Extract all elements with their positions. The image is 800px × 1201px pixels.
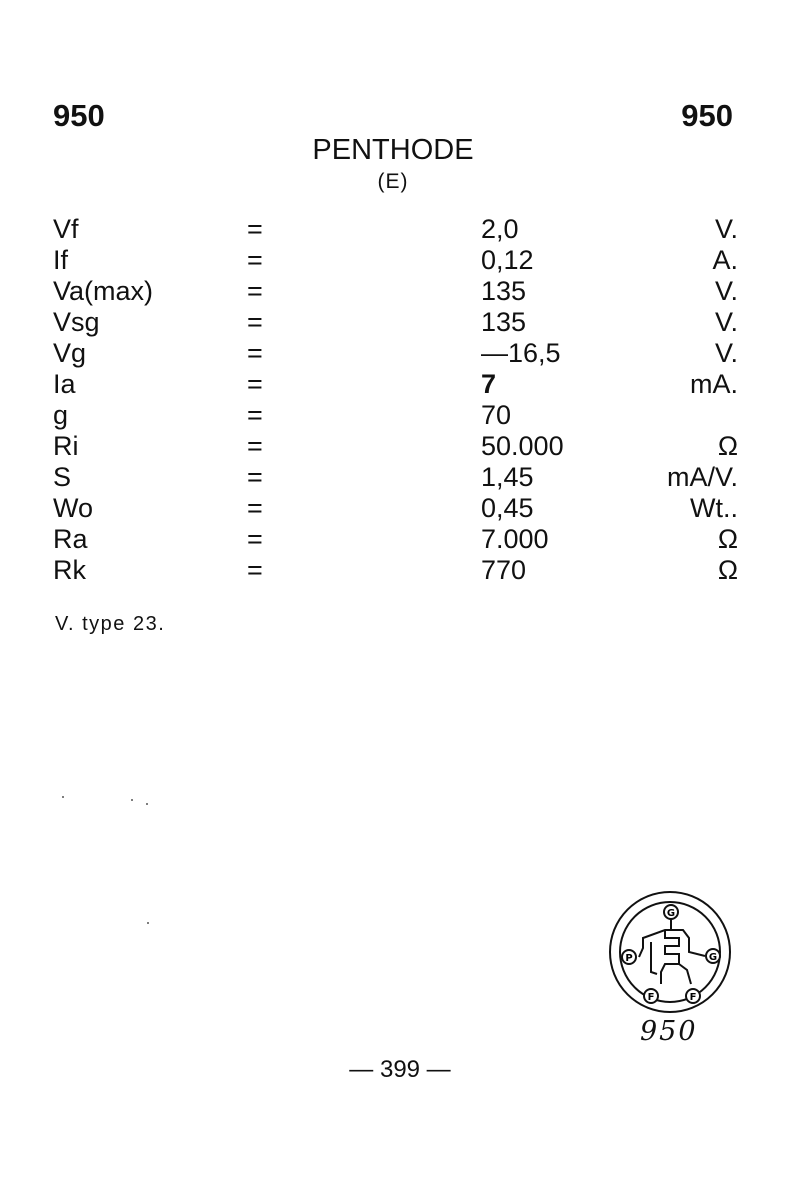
spec-param: Ia xyxy=(53,369,76,399)
spec-param: Ri xyxy=(53,431,79,461)
spec-value: 7 xyxy=(481,369,497,399)
spec-equals: = xyxy=(247,400,263,430)
spec-unit: V. xyxy=(714,338,738,368)
spec-equals: = xyxy=(247,245,263,275)
spec-value: 70 xyxy=(481,400,512,430)
spec-row xyxy=(53,276,738,307)
spec-param: Wo xyxy=(53,493,94,523)
tube-base-diagram xyxy=(605,890,740,1020)
spec-row xyxy=(53,493,738,524)
print-speck xyxy=(147,922,149,924)
spec-param: If xyxy=(53,245,69,275)
spec-equals: = xyxy=(247,307,263,337)
spec-param: S xyxy=(53,462,72,492)
pin-bottom-left-f xyxy=(644,989,658,1003)
spec-param: Vsg xyxy=(53,307,100,337)
spec-row xyxy=(53,524,738,555)
print-speck xyxy=(131,799,133,801)
spec-value: 135 xyxy=(481,307,527,337)
spec-unit: mA/V. xyxy=(666,462,738,492)
spec-row xyxy=(53,369,738,400)
spec-param: Ra xyxy=(53,524,88,554)
spec-param: Rk xyxy=(53,555,86,585)
spec-param: g xyxy=(53,400,69,430)
spec-row xyxy=(53,214,738,245)
svg-text:F: F xyxy=(647,992,655,1003)
page-number: — 399 — xyxy=(349,1056,451,1083)
pin-bottom-right-f xyxy=(686,989,700,1003)
spec-equals: = xyxy=(247,338,263,368)
spec-row xyxy=(53,307,738,338)
spec-unit: V. xyxy=(714,307,738,337)
svg-text:F: F xyxy=(689,992,697,1003)
spec-row xyxy=(53,245,738,276)
pin-top-g xyxy=(664,905,678,919)
print-speck xyxy=(146,803,148,805)
spec-equals: = xyxy=(247,524,263,554)
pin-right-g xyxy=(706,949,720,963)
spec-unit: V. xyxy=(714,214,738,244)
svg-text:P: P xyxy=(625,953,633,964)
spec-row xyxy=(53,338,738,369)
spec-param: Vf xyxy=(53,214,79,244)
spec-value: 135 xyxy=(481,276,527,306)
svg-text:G: G xyxy=(666,908,676,919)
spec-unit: V. xyxy=(714,276,738,306)
spec-value: 2,0 xyxy=(481,214,519,244)
spec-value: 7.000 xyxy=(481,524,549,554)
spec-value: 0,12 xyxy=(481,245,534,275)
spec-equals: = xyxy=(247,462,263,492)
spec-value: 0,45 xyxy=(481,493,534,523)
page-title: PENTHODE xyxy=(312,134,474,166)
spec-value: 1,45 xyxy=(481,462,534,492)
spec-equals: = xyxy=(247,276,263,306)
spec-equals: = xyxy=(247,555,263,585)
spec-value: 50.000 xyxy=(481,431,564,461)
spec-equals: = xyxy=(247,431,263,461)
spec-row xyxy=(53,555,738,586)
spec-unit: Wt.. xyxy=(690,493,738,523)
spec-unit: Ω xyxy=(717,431,738,461)
page-subtitle: (E) xyxy=(377,170,409,193)
electrode-structure-lines xyxy=(639,930,705,957)
spec-row xyxy=(53,431,738,462)
spec-equals: = xyxy=(247,214,263,244)
tube-number-right: 950 xyxy=(681,98,733,133)
spec-row xyxy=(53,462,738,493)
spec-param: Vg xyxy=(53,338,87,368)
spec-equals: = xyxy=(247,369,263,399)
svg-text:G: G xyxy=(708,952,718,963)
spec-unit: Ω xyxy=(717,524,738,554)
spec-row xyxy=(53,400,738,431)
spec-value: —16,5 xyxy=(481,338,561,368)
pin-left-p xyxy=(622,950,636,964)
spec-unit: A. xyxy=(712,245,738,275)
spec-table xyxy=(53,214,738,586)
equivalent-type-note: V. type 23. xyxy=(55,613,166,635)
print-speck xyxy=(62,796,64,798)
spec-value: 770 xyxy=(481,555,527,585)
tube-number-left: 950 xyxy=(53,98,105,133)
diagram-label: 950 xyxy=(640,1016,698,1047)
spec-unit: Ω xyxy=(717,555,738,585)
spec-equals: = xyxy=(247,493,263,523)
spec-param: Va(max) xyxy=(53,276,154,306)
spec-unit: mA. xyxy=(689,369,738,399)
